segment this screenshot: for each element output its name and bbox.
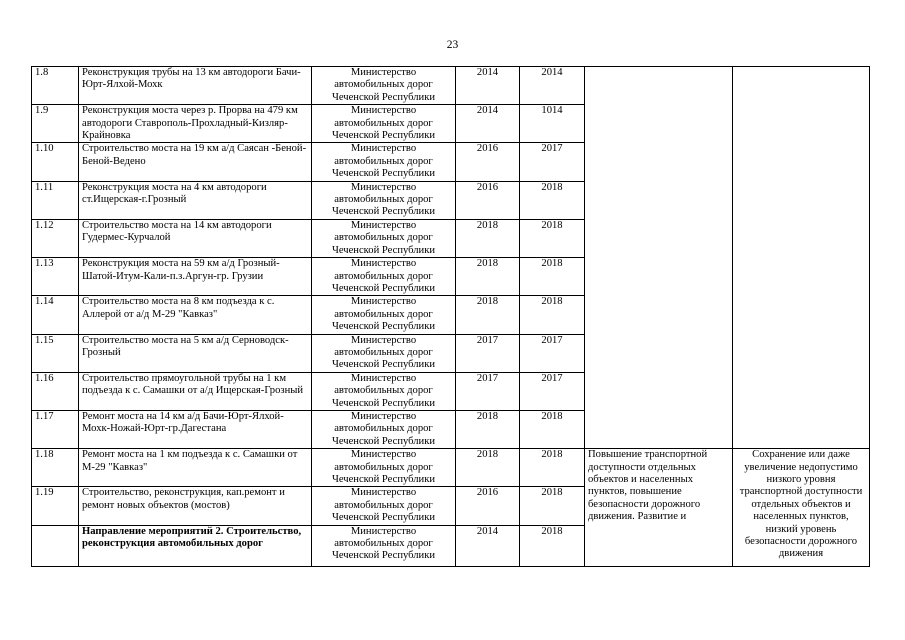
row-start-year: 2018 — [456, 219, 520, 257]
page-number: 23 — [446, 39, 459, 51]
consequence-blank-cell — [733, 67, 870, 449]
row-start-year: 2017 — [456, 334, 520, 372]
row-ministry: Министерство автомобильных дорог Чеченской Республики — [312, 258, 456, 296]
row-number: 1.18 — [32, 449, 79, 487]
row-ministry: Министерство автомобильных дорог Чеченской Республики — [312, 219, 456, 257]
row-title: Строительство моста на 14 км автодороги Гудермес-Курчалой — [79, 219, 312, 257]
row-title: Реконструкция трубы на 13 км автодороги Бачи-Юрт-Ялхой-Мохк — [79, 67, 312, 105]
consequence-cell: Сохранение или даже увеличение недопустимо низкого уровня транспортной доступности отдельных объектов и населенных пунктов, низкий уровень безопасности дорожного движения — [733, 449, 870, 566]
row-ministry: Министерство автомобильных дорог Чеченской Республики — [312, 67, 456, 105]
row-end-year: 2017 — [520, 372, 585, 410]
row-start-year: 2014 — [456, 525, 520, 566]
row-title: Реконструкция моста на 59 км а/д Грозный-Шатой-Итум-Кали-п.з.Аргун-гр. Грузии — [79, 258, 312, 296]
row-title: Реконструкция моста через р. Прорва на 479 км автодороги Ставрополь-Прохладный-Кизляр-Крайновка — [79, 105, 312, 143]
row-title: Строительство моста на 5 км а/д Серноводск-Грозный — [79, 334, 312, 372]
row-number: 1.17 — [32, 410, 79, 448]
row-start-year: 2016 — [456, 487, 520, 525]
row-start-year: 2018 — [456, 258, 520, 296]
row-number: 1.11 — [32, 181, 79, 219]
row-start-year: 2017 — [456, 372, 520, 410]
row-end-year: 2018 — [520, 219, 585, 257]
program-table — [31, 66, 870, 567]
row-number: 1.15 — [32, 334, 79, 372]
row-number: 1.13 — [32, 258, 79, 296]
row-end-year: 2017 — [520, 334, 585, 372]
row-start-year: 2018 — [456, 410, 520, 448]
row-start-year: 2016 — [456, 181, 520, 219]
row-number: 1.16 — [32, 372, 79, 410]
row-title: Строительство, реконструкция, кап.ремонт и ремонт новых объектов (мостов) — [79, 487, 312, 525]
row-start-year: 2016 — [456, 143, 520, 181]
row-end-year: 2014 — [520, 67, 585, 105]
row-ministry: Министерство автомобильных дорог Чеченской Республики — [312, 105, 456, 143]
row-end-year: 2018 — [520, 449, 585, 487]
row-number: 1.10 — [32, 143, 79, 181]
row-end-year: 2018 — [520, 410, 585, 448]
row-ministry: Министерство автомобильных дорог Чеченской Республики — [312, 296, 456, 334]
row-title: Направление мероприятий 2. Строительство, реконструкция автомобильных дорог — [79, 525, 312, 566]
row-end-year: 2018 — [520, 296, 585, 334]
row-ministry: Министерство автомобильных дорог Чеченской Республики — [312, 410, 456, 448]
row-title: Строительство моста на 19 км а/д Саясан -Беной-Беной-Ведено — [79, 143, 312, 181]
row-end-year: 2018 — [520, 181, 585, 219]
row-start-year: 2018 — [456, 449, 520, 487]
row-title: Ремонт моста на 14 км а/д Бачи-Юрт-Ялхой-Мохк-Ножай-Юрт-гр.Дагестана — [79, 410, 312, 448]
row-number — [32, 525, 79, 566]
row-number: 1.14 — [32, 296, 79, 334]
row-end-year: 2018 — [520, 258, 585, 296]
table-row — [32, 67, 870, 105]
row-title: Строительство прямоугольной трубы на 1 км подъезда к с. Самашки от а/д Ищерская-Грозный — [79, 372, 312, 410]
row-ministry: Министерство автомобильных дорог Чеченской Республики — [312, 143, 456, 181]
row-start-year: 2018 — [456, 296, 520, 334]
row-end-year: 1014 — [520, 105, 585, 143]
row-number: 1.19 — [32, 487, 79, 525]
result-blank-cell — [585, 67, 733, 449]
row-end-year: 2018 — [520, 525, 585, 566]
row-start-year: 2014 — [456, 105, 520, 143]
row-number: 1.12 — [32, 219, 79, 257]
row-end-year: 2017 — [520, 143, 585, 181]
row-start-year: 2014 — [456, 67, 520, 105]
row-ministry: Министерство автомобильных дорог Чеченской Республики — [312, 181, 456, 219]
row-number: 1.9 — [32, 105, 79, 143]
table-row — [32, 449, 870, 487]
row-title: Ремонт моста на 1 км подъезда к с. Самашки от М-29 "Кавказ" — [79, 449, 312, 487]
row-title: Реконструкция моста на 4 км автодороги ст.Ищерская-г.Грозный — [79, 181, 312, 219]
row-number: 1.8 — [32, 67, 79, 105]
row-ministry: Министерство автомобильных дорог Чеченской Республики — [312, 372, 456, 410]
row-end-year: 2018 — [520, 487, 585, 525]
row-ministry: Министерство автомобильных дорог Чеченской Республики — [312, 334, 456, 372]
row-ministry: Министерство автомобильных дорог Чеченской Республики — [312, 449, 456, 487]
row-ministry: Министерство автомобильных дорог Чеченской Республики — [312, 487, 456, 525]
row-title: Строительство моста на 8 км подъезда к с. Аллерой от а/д М-29 "Кавказ" — [79, 296, 312, 334]
expected-result-cell: Повышение транспортной доступности отдельных объектов и населенных пунктов, повышение безопасности дорожного движения. Развитие и — [585, 449, 733, 566]
row-ministry: Министерство автомобильных дорог Чеченской Республики — [312, 525, 456, 566]
